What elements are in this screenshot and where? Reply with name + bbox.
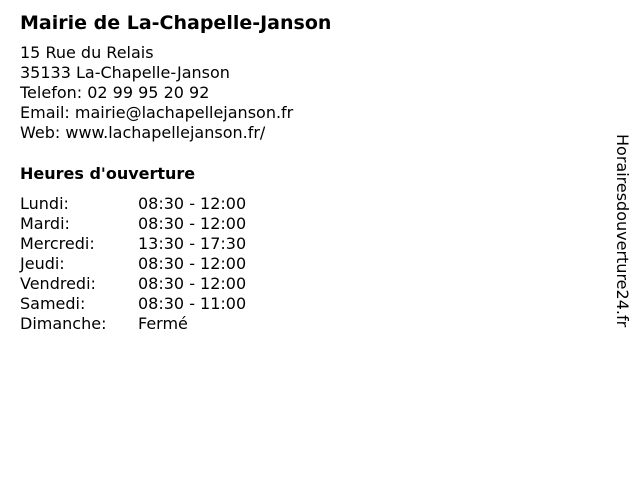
address-block <box>20 43 293 143</box>
hours-time: Fermé <box>138 314 188 333</box>
hours-time: 08:30 - 11:00 <box>138 294 247 313</box>
city-address: 35133 La-Chapelle-Janson <box>20 63 230 82</box>
phone-number: Telefon: 02 99 95 20 92 <box>20 83 210 102</box>
hours-day: Mardi: <box>20 214 70 233</box>
hours-row-samedi <box>20 294 246 314</box>
street-address: 15 Rue du Relais <box>20 43 154 62</box>
hours-row-lundi <box>20 194 246 214</box>
page-title: Mairie de La-Chapelle-Janson <box>20 12 332 34</box>
hours-day: Mercredi: <box>20 234 95 253</box>
hours-row-dimanche <box>20 314 246 334</box>
hours-day: Lundi: <box>20 194 69 213</box>
hours-day: Samedi: <box>20 294 86 313</box>
hours-table <box>20 194 246 334</box>
hours-time: 08:30 - 12:00 <box>138 214 247 233</box>
hours-row-vendredi <box>20 274 246 294</box>
hours-time: 13:30 - 17:30 <box>138 234 247 253</box>
hours-day: Vendredi: <box>20 274 96 293</box>
website-url: Web: www.lachapellejanson.fr/ <box>20 123 266 142</box>
hours-day: Dimanche: <box>20 314 107 333</box>
site-watermark: Horairesdouverture24.fr <box>613 134 632 328</box>
hours-heading: Heures d'ouverture <box>20 164 196 183</box>
hours-row-mercredi <box>20 234 246 254</box>
hours-time: 08:30 - 12:00 <box>138 274 247 293</box>
hours-row-mardi <box>20 214 246 234</box>
hours-row-jeudi <box>20 254 246 274</box>
hours-day: Jeudi: <box>20 254 65 273</box>
hours-time: 08:30 - 12:00 <box>138 194 247 213</box>
email-address: Email: mairie@lachapellejanson.fr <box>20 103 294 122</box>
hours-time: 08:30 - 12:00 <box>138 254 247 273</box>
